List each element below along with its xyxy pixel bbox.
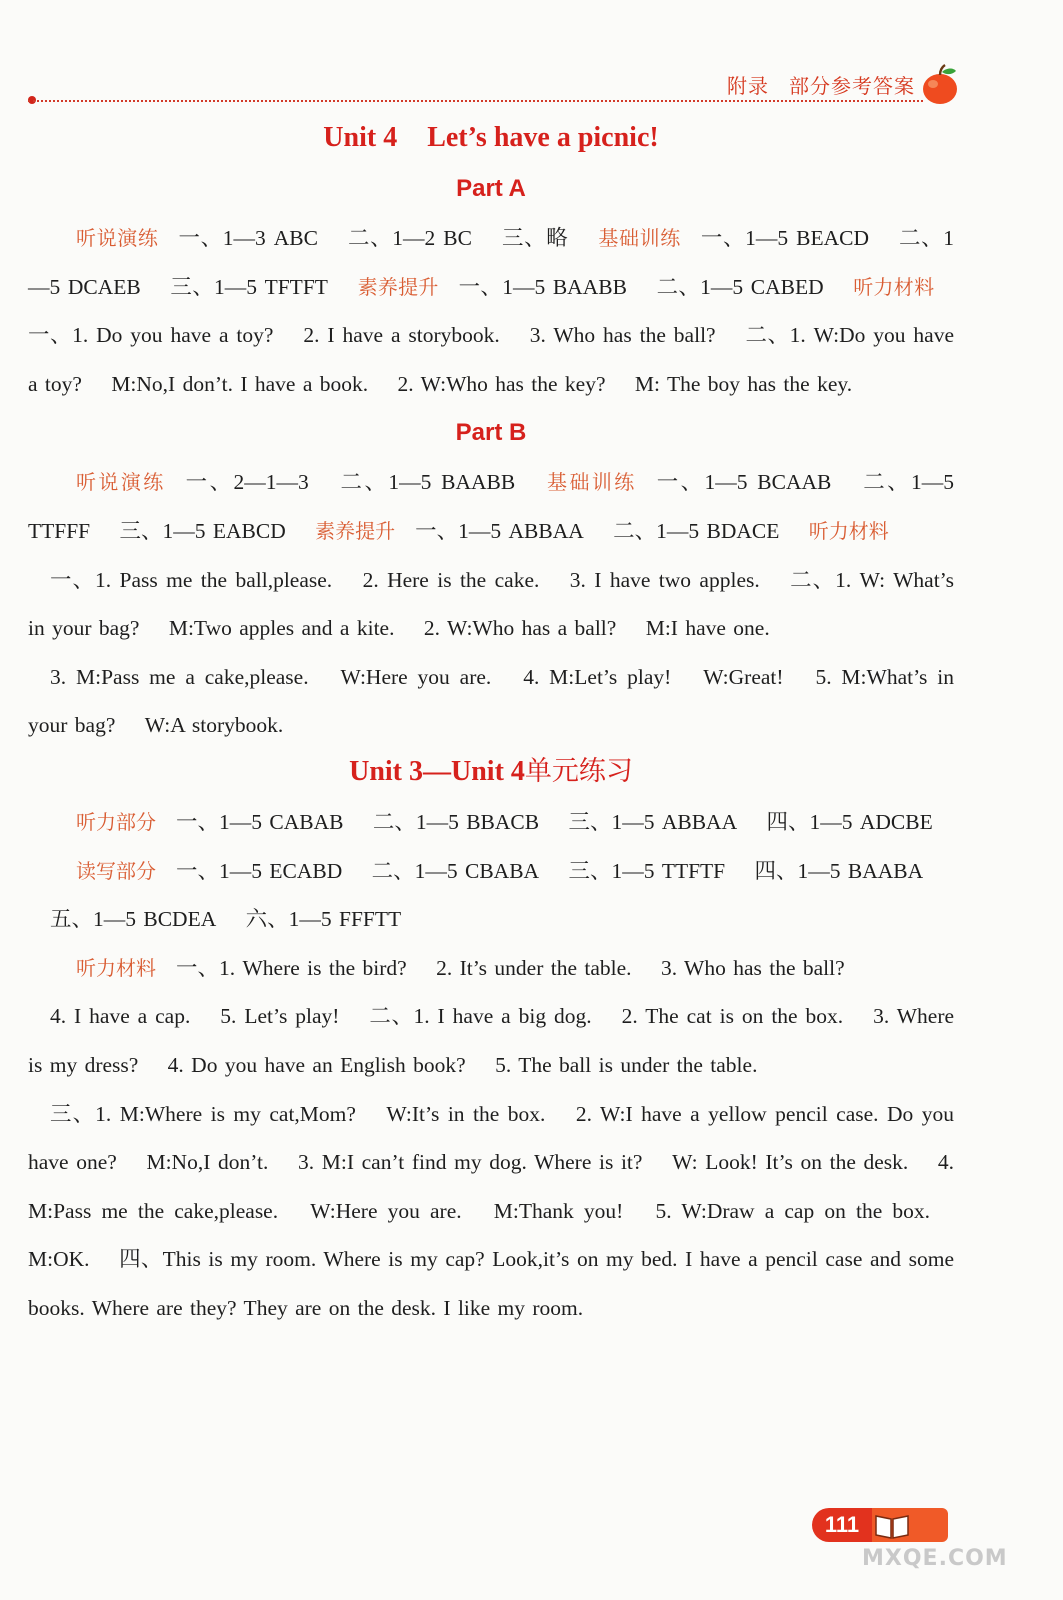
- page-number: 111: [812, 1508, 872, 1542]
- answer-item: 5. The ball is under the table.: [495, 1052, 758, 1077]
- answer-item: 3. M:I can’t find my dog. Where is it?: [298, 1150, 643, 1175]
- answer-item: W:Great!: [703, 664, 784, 689]
- unit4-title: [28, 116, 954, 164]
- answer-item: 5. W:Draw a cap on the box.: [655, 1198, 931, 1223]
- part-a-title: Part A: [456, 175, 526, 202]
- answer-item: 4. I have a cap.: [50, 1004, 191, 1029]
- answer-item: 三、1—5 TTFTF: [568, 858, 726, 883]
- answer-item: 2. W:Who has a ball?: [423, 616, 617, 641]
- answer-item: W:It’s in the box.: [386, 1101, 546, 1126]
- answer-item: M:OK.: [28, 1247, 90, 1272]
- answer-item: 二、1—5 CABED: [656, 274, 824, 299]
- answer-item: 2. It’s under the table.: [436, 955, 632, 980]
- answer-item: 4. M:Pass me the cake,please.: [28, 1150, 955, 1223]
- answer-item: 一、1. Where is the bird?: [176, 955, 407, 980]
- answer-item: 二、1—5 BAABB: [340, 470, 516, 495]
- review-title-en: Unit 3—Unit 4: [349, 755, 525, 787]
- answer-item: 三、略: [501, 226, 569, 250]
- answer-item: M:I have one.: [645, 616, 770, 641]
- answer-item: 二、1. W: What’s in your bag?: [28, 567, 955, 641]
- answer-item: 二、1. W:Do you have a toy?: [28, 323, 955, 396]
- answer-item: 2. I have a storybook.: [303, 323, 500, 348]
- answer-item: 四、1—5 ADCBE: [766, 809, 933, 834]
- section-label: 听力材料: [853, 274, 935, 299]
- answer-item: 三、1—5 TFTFT: [170, 274, 328, 299]
- section-label: 听说演练: [76, 226, 159, 250]
- section-label: 读写部分: [76, 858, 156, 883]
- answer-item: W:A storybook.: [144, 713, 284, 738]
- answer-item: 三、1. M:Where is my cat,Mom?: [50, 1101, 356, 1126]
- watermark: MXQE.COM: [862, 1546, 1008, 1571]
- part-b-title: Part B: [455, 419, 527, 447]
- section-label: 素养提升: [315, 518, 396, 543]
- running-header: [727, 70, 915, 99]
- answer-item: 3. Where is my dress?: [28, 1004, 955, 1077]
- apple-icon: [920, 64, 960, 106]
- answer-item: W:Here you are.: [340, 664, 492, 689]
- review-reading-2: [28, 895, 954, 944]
- answer-item: 一、1. Do you have a toy?: [28, 323, 274, 348]
- review-reading: [28, 847, 954, 896]
- review-title: [28, 750, 954, 798]
- section-label: 基础训练: [598, 226, 681, 250]
- answer-item: 二、1. I have a big dog.: [369, 1004, 592, 1029]
- answer-item: 一、1. Pass me the ball,please.: [50, 567, 333, 592]
- header-divider: [28, 100, 923, 102]
- answer-item: 5. M:What’s in your bag?: [28, 664, 955, 738]
- section-label: 听力材料: [808, 518, 889, 543]
- answer-item: 二、1—5 CBABA: [371, 858, 540, 883]
- answer-item: 5. Let’s play!: [220, 1004, 340, 1029]
- section-label: 听力材料: [76, 955, 156, 980]
- answer-item: 2. W:I have a yellow pencil case. Do you have one?: [28, 1101, 954, 1175]
- book-icon: [870, 1508, 914, 1542]
- part-b-material-1: [28, 556, 954, 653]
- answer-item: 一、1—3 ABC: [178, 226, 318, 250]
- answer-item: 一、1—5 ABBAA: [415, 518, 584, 543]
- answer-item: W:Here you are.: [310, 1198, 462, 1223]
- answer-item: 3. M:Pass me a cake,please.: [50, 664, 309, 689]
- review-material-2: [28, 992, 954, 1089]
- answer-item: 一、1—5 ECABD: [176, 858, 343, 883]
- answer-item: 4. Do you have an English book?: [167, 1052, 466, 1077]
- unit4-number: Unit 4: [323, 122, 398, 153]
- header-title: 部分参考答案: [789, 74, 915, 98]
- review-material: [28, 944, 954, 993]
- answer-item: M:No,I don’t.: [146, 1150, 269, 1175]
- answer-item: 一、1—5 CABAB: [176, 809, 344, 834]
- answer-item: 2. W:Who has the key?: [397, 371, 606, 396]
- answer-item: M:Two apples and a kite.: [168, 616, 395, 641]
- section-label: 听力部分: [76, 809, 156, 834]
- answer-item: M:No,I don’t. I have a book.: [111, 371, 369, 396]
- answer-item: 二、1—5 BBACB: [372, 809, 540, 834]
- answer-item: 3. Who has the ball?: [660, 955, 845, 980]
- section-label: 素养提升: [357, 274, 439, 299]
- part-a-answers: [28, 214, 954, 408]
- answer-item: 4. M:Let’s play!: [523, 664, 672, 689]
- part-b-material-2: [28, 653, 954, 750]
- answer-item: 二、1—5 BDACE: [613, 518, 780, 543]
- part-b-answers: [28, 458, 954, 555]
- answer-item: 四、1—5 BAABA: [754, 858, 924, 883]
- answer-item: 3. Who has the ball?: [529, 323, 716, 348]
- answer-item: 五、1—5 BCDEA: [50, 907, 217, 932]
- answer-item: 二、1—2 BC: [348, 226, 472, 250]
- answer-item: 一、1—5 BEACD: [700, 226, 870, 250]
- answer-item: W: Look! It’s on the desk.: [672, 1150, 909, 1175]
- answer-item: 3. I have two apples.: [569, 567, 760, 592]
- answer-content: [28, 116, 954, 1332]
- answer-item: 2. The cat is on the box.: [621, 1004, 844, 1029]
- answer-item: 2. Here is the cake.: [362, 567, 540, 592]
- review-title-cn: 单元练习: [524, 755, 633, 787]
- unit4-name: Let’s have a picnic!: [427, 122, 659, 153]
- header-section: 附录: [727, 74, 769, 98]
- review-material-3: [28, 1090, 954, 1333]
- answer-item: 三、1—5 EABCD: [119, 518, 286, 543]
- answer-item: 六、1—5 FFFTT: [245, 907, 402, 932]
- section-label: 基础训练: [547, 470, 637, 495]
- answer-item: 一、1—5 BAABB: [458, 274, 627, 299]
- answer-item: 二、1—5 TTFFF: [28, 470, 955, 543]
- answer-item: M: The boy has the key.: [634, 371, 853, 396]
- answer-item: 一、2—1—3: [185, 470, 309, 495]
- review-listening: [28, 798, 954, 847]
- answer-item: 四、This is my room. Where is my cap? Look,it’s on my bed. I have a pencil case and some books. Where are they? They are on the desk. I like my room.: [28, 1247, 954, 1320]
- section-label: 听说演练: [76, 470, 166, 495]
- answer-item: 一、1—5 BCAAB: [656, 470, 832, 495]
- answer-item: 三、1—5 ABBAA: [568, 809, 738, 834]
- answer-item: 二、1—5 DCAEB: [28, 226, 955, 299]
- answer-item: M:Thank you!: [493, 1198, 624, 1223]
